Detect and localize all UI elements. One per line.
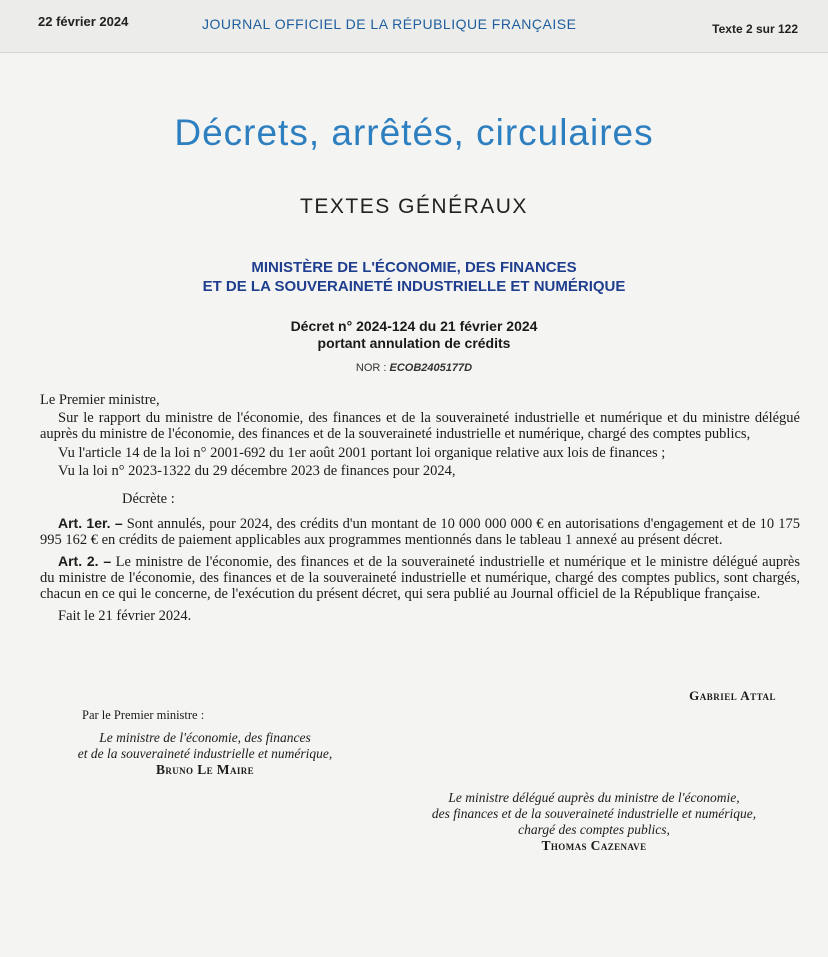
par-premier-ministre: Par le Premier ministre : (82, 708, 205, 722)
minister-delegate-signature (384, 790, 804, 854)
subsection-title: TEXTES GÉNÉRAUX (300, 195, 528, 218)
right-sig-name: Thomas Cazenave (541, 838, 647, 853)
right-sig-line-2: des finances et de la souveraineté industrielle et numérique, (431, 806, 757, 821)
vu-paragraph-1: Vu l'article 14 de la loi n° 2001-692 du 1er août 2001 portant loi organique relative aux lois de finances ; (58, 444, 666, 461)
vu-paragraph-2: Vu la loi n° 2023-1322 du 29 décembre 2023 de finances pour 2024, (58, 462, 456, 479)
decree-title-line-2: portant annulation de crédits (317, 335, 511, 351)
section-title: Décrets, arrêtés, circulaires (174, 112, 654, 153)
journal-title: JOURNAL OFFICIEL DE LA RÉPUBLIQUE FRANÇAISE (202, 16, 577, 32)
text-counter: Texte 2 sur 122 (712, 22, 798, 36)
article-1-text: Sont annulés, pour 2024, des crédits d'un montant de 10 000 000 000 € en autorisations d'engagement et de 10 175 995 162 € en crédits de paiement applicables aux programmes mentionnés dans le tableau 1 annexé au présent décret. (40, 516, 800, 549)
page-header (0, 0, 828, 53)
article-1-label: Art. 1er. – (58, 515, 123, 532)
decree-body (40, 392, 800, 626)
ministry-line-2: ET DE LA SOUVERAINETÉ INDUSTRIELLE ET NUMÉRIQUE (202, 278, 626, 295)
publication-date: 22 février 2024 (38, 14, 129, 29)
article-2 (40, 553, 800, 603)
minister-economy-signature (40, 730, 370, 778)
nor-code: ECOB2405177D (389, 362, 473, 374)
nor-label: NOR : (355, 362, 387, 374)
article-2-label: Art. 2. – (58, 552, 112, 569)
ministry-line-1: MINISTÈRE DE L'ÉCONOMIE, DES FINANCES (251, 259, 577, 276)
intro-paragraph: Le Premier ministre, (40, 392, 160, 408)
left-sig-line-2: et de la souveraineté industrielle et numérique, (77, 746, 333, 761)
left-sig-line-1: Le ministre de l'économie, des finances (99, 730, 311, 745)
ministry-heading (0, 258, 828, 296)
article-2-text: Le ministre de l'économie, des finances et de la souveraineté industrielle et numérique et le ministre délégué auprès du ministre de l'économie, des finances et de la souveraineté industrielle et numérique, chargé des comptes publics, sont chargés, chacun en ce qui le concerne, de l'exécution du présent décret, qui sera publié au Journal officiel de la République française. (40, 553, 800, 603)
right-sig-line-1: Le ministre délégué auprès du ministre de l'économie, (448, 790, 740, 805)
nor-reference (0, 362, 828, 374)
right-sig-line-3: chargé des comptes publics, (518, 822, 670, 837)
decree-title (0, 318, 828, 352)
rapport-paragraph: Sur le rapport du ministre de l'économie, des finances et de la souveraineté industrielle et numérique et du ministre délégué auprès du ministre de l'économie, des finances et de la souveraineté industrielle et numérique, chargé des comptes publics, (40, 410, 800, 443)
left-sig-name: Bruno Le Maire (155, 762, 255, 777)
prime-minister-signature: Gabriel Attal (689, 688, 776, 703)
article-1 (40, 515, 800, 548)
fait-line: Fait le 21 février 2024. (58, 608, 192, 625)
decrete-line: Décrète : (122, 491, 175, 508)
decree-title-line-1: Décret n° 2024-124 du 21 février 2024 (290, 318, 538, 334)
